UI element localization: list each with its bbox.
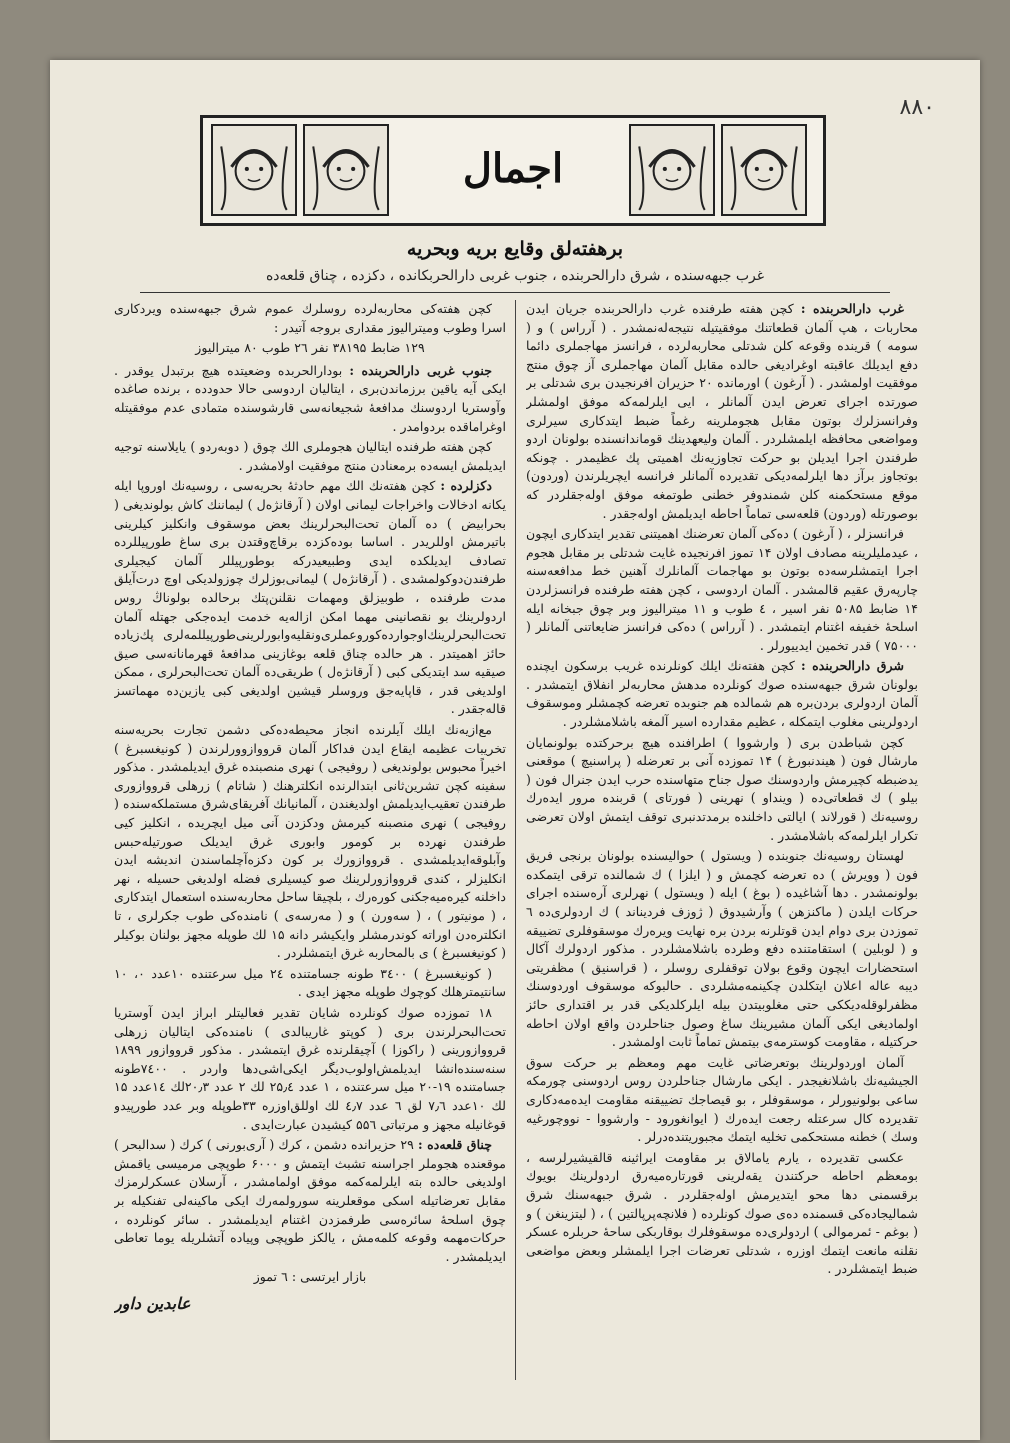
author-signature: عابدین داور bbox=[114, 1293, 191, 1313]
paragraph-text: آلمان اوردولرینك بوتعرضاتی غایت مهم ومعظم بر حرکت سوق الجیشیه‌نك باشلانغیجدر . ایکی مارشال جناحلردن روس اردوسنی چورمکه ساعی بولونیورلر ، موسقوفلر ، بو قیصاجك تضییقنه مقاومت ایده‌مه‌دکاری تقدیرده کال سرعتله رجعت ایده‌رك ( ایوانغورود - وارشووا - نووچورغیه وسك ) خطنه مستحکمی تخلیه ایتمك مجبوریتنده‌درلر . bbox=[526, 1054, 918, 1145]
article-paragraph bbox=[526, 1054, 918, 1147]
paragraph-text: مع‌ازیه‌نك ایلك آیلرنده انجاز محیطه‌ده‌کی دشمن تجارت بحریه‌سنه تخریبات عظیمه ایقاع ایدن فداکار آلمان قرووازوورلرندن ( کونیغسبرغ ) اخیراً محبوس بولوندیغی ( روفیجی ) نهری منصبنده غرق ایدیلمشدر . مذکور سفینه کچن تشرین‌ثانی ابتدالرنده انکلترهنك ( شاتام ) زرهلی قرووازوری طرفندن تعقیب‌ایدیلمش اولدیغندن ، آلمانیانك آفریقای‌شرق مستملکه‌سنده ( روفیجی ) نهری منصبنه کیرمش ودکزدن آنی میل ایچریده ، انکلیز کیی طرفندن نهرده بر کومور وابوری غرق ایدیلک صورتیله‌حبس وآبلوقه‌ایدیلمشدی . قرووازورك بر کون دکزه‌آچلماسندن اندیشه ایدن انکلیزلر ، کندی قرووازورلرینك صو کیسیلری فضله اولدیغی حسیله ، نهر داخلنه کیره‌میه‌جکنی کوره‌رك ، بلچیقا ساحل محاربه‌سنده استعمال ایتدکاری ، ( مونیتور ) ، ( سه‌ورن ) و ( مه‌رسه‌ی ) نامنده‌کی طوب جکرلری ، تا انکلتره‌دن اوراته کوندرمشلر وایکیشر دانه ۱۵ لك طوپله مجهز بولنان بوکیلر ( کونیغسبرغ ) ی بالمحاربه غرق ایتمشلردر . bbox=[114, 722, 506, 961]
right-column bbox=[526, 300, 918, 1410]
section-title: برهفته‌لق وقایع بریه وبحریه bbox=[406, 238, 624, 260]
masthead-title: اجمال bbox=[462, 144, 564, 192]
paragraph-lead: غرب دارالحربنده : bbox=[800, 301, 904, 316]
paragraph-lead: جنوب غربی دارالحربنده : bbox=[349, 362, 492, 378]
article-paragraph bbox=[526, 847, 918, 1052]
paragraph-text: عکسی تقدیرده ، یارم یامالاق بر مقاومت ایراثینه قالقیشیرلرسه ، بومعظم احاطه حرکتندن یقه‌لرینی قورتاره‌میه‌رق اردولرینك بویوك برقسمنی دها محو ایتدیرمش اوله‌جقلردر . شرق جبهه‌سنك شرق شمالیجاده‌کی قسمنده ده‌ی صوك کونلرده ( فلانچه‌پرپالتین ) ، ( لیتزینغن ) و ( بوغم - ئمرموالی ) اردولری‌ده موسقوفلرك بوقاربکی ساحهٔ حربلره عسکر نقلنه مانعت ایتمك اوزره ، شدتلی تعرضات اجرا ایلمشلر وبعض مواضعی ضبط ایتمشلردر . bbox=[526, 1149, 918, 1277]
article-paragraph bbox=[114, 1004, 506, 1134]
article-paragraph bbox=[526, 1149, 918, 1279]
article-paragraph bbox=[114, 438, 506, 475]
article-paragraph bbox=[114, 965, 506, 1002]
paragraph-lead: چناق قلعه‌ده : bbox=[418, 1137, 492, 1153]
paragraph-text: ( کونیغسبرغ ) ۳٤۰۰ طونه جسامتنده ۲٤ میل سرعتنده ۱۰عدد ۰، ۱۰ سانتیمترهلك کوچوك طوپله مجهز ایدی . bbox=[114, 965, 506, 1000]
paragraph-text: بودارالحربده وضعیتده هیچ برتبدل یوقدر . ایکی آیه یاقین برزماندن‌بری ، ایتالیان اردوسی حالا حدودده ، برنده صاغده وآوستریا اردوسنك مدافعهٔ شجیعانه‌سی قارشوسنده متمادی عدم موفقیتله اوغراماقده بردوامدر . bbox=[114, 362, 506, 434]
page-number: ۸۸۰ bbox=[899, 95, 935, 120]
face-ornament-icon bbox=[303, 124, 389, 216]
article-paragraph bbox=[114, 477, 506, 719]
date-line: بازار ایرتسی : ٦ تموز bbox=[253, 1269, 367, 1285]
newspaper-page bbox=[50, 60, 980, 1440]
left-column bbox=[114, 300, 506, 1410]
article-paragraph bbox=[526, 525, 918, 655]
article-paragraph bbox=[114, 362, 506, 436]
paragraph-text: کچن هفته طرفنده ایتالیان هجوملری الك چوق ( دوبه‌ردو ) یایلاسنه توجیه ایدیلمش ایسه‌ده برمعنادن منتج موفقیت اولامشدر . bbox=[114, 439, 506, 473]
column-divider bbox=[515, 300, 516, 1380]
paragraph-text: کچن هفته‌نك ایلك کونلرنده غریب برسکون ایچنده بولونان شرق جبهه‌سنده صوك کونلرده مدهش محاربه‌لر انفلاق ایتمشدر . آلمان اردولری بردن‌بره هم شمالده هم جنوبده تعرضه کچمشلر وموسقوف اردولرینی مغلوب ایتمکله ، عظیم مقدارده اسیر آلمغه باشلامشلردر . bbox=[526, 658, 918, 730]
article-paragraph bbox=[114, 1136, 506, 1266]
header-rule bbox=[140, 292, 890, 293]
article-paragraph bbox=[526, 734, 918, 846]
paragraph-text: ۱۸ تموزده صوك کونلرده شایان تقدیر فعالیتلر ابراز ایدن آوستریا تحت‌البحرلرندن بری ( کوپتو غاریبالدی ) نامنده‌کی ایتالیان زرهلی قرووازورینی ( راکوزا ) آچیقلرنده غرق ایتمشدر . مذکور قرووازور ۱۸۹۹ سنه‌سنده‌انشا ایدیلمش‌اولوب‌دیگر ایکی‌اشی‌دها واردر . ۷٤۰۰طونه جسامتنده ۱۹-۲۰ میل سرعتنده ، ۱ عدد ۲۵٫٤ لك ۲ عدد ۲۰٫۳لك ۱٤عدد ۱۵ لك ۱۰عدد ۷٫٦ لق ٦ عدد ٤٫۷ لك اوللق‌اوزره ۳۳طوپله وبر عدد طورپیدو قوغانیله مجهز و مرتباتی ۵۵٦ کیشیدن عبارت‌ایدی . bbox=[114, 1004, 506, 1132]
paragraph-text: ۲۹ حزیرانده دشمن ، کرك ( آری‌بورنی ) کرك ( سدالبحر ) موقعنده هجوملر اجراسنه تشبث ایتمش و ۶۰۰۰ طوپچی مرمیسی یاقمش اولدیغی حالده بته ایلرلمه‌کمه موفق اولمامشدر ، آرسلان عسکرلرمزك مقابل تعرضاتیله اسکی موقعلرینه سورولمه‌رك ایکی ماکینه‌لی تفنکیله بر چوق اسلحهٔ سائره‌سی طرفمزدن اغتنام ایدیلمشدر . سائر کونلرده ، حرکات‌مهمه وقوعه کلمه‌مش ، یالکز طوپچی وپیاده آتشلریله یوما تعاطی ایدیلمشدر . bbox=[114, 1137, 506, 1264]
face-ornament-icon bbox=[721, 124, 807, 216]
article-paragraph bbox=[526, 300, 918, 523]
paragraph-text: کچن شباطدن بری ( وارشووا ) اطرافنده هیچ برحرکتده بولونمایان مارشال فون ( هیندنبورغ ) ۱۴ تموزده آنی بر تعرضله ( پراسنیچ ) موقعنی یدضبطه کچیرمش واردوسنك صول جناح متهاسنده حرب ایدن جنرال فون ( بیلو ) ك قطعاتی‌ده ( وینداو ) نهرینی ( فورتای ) قربنده مرور ایده‌رك روسیه‌نك ( قورلاند ) ایالتی داخلنده برمدتدنبری توقف ایتمش اولان تعرضی تکرار ایلرلمه‌که باشلامشدر . bbox=[526, 734, 918, 843]
article-paragraph bbox=[114, 721, 506, 963]
face-ornament-icon bbox=[629, 124, 715, 216]
paragraph-text: کچن هفته‌کی محاربه‌لرده روسلرك عموم شرق جبهه‌سنده ویردکاری اسرا وطوب ومیترالیوز مقداری بروجه آتیدر : bbox=[114, 301, 506, 335]
article-paragraph bbox=[526, 657, 918, 731]
section-subheading: غرب جبهه‌سنده ، شرق دارالحربنده ، جنوب غربی دارالحربکانده ، دکزده ، چناق قلعه‌ده bbox=[265, 268, 765, 284]
paragraph-text: لهستان روسیه‌نك جنوبنده ( ویستول ) حوالیسنده بولونان برنجی فریق فون ( وویرش ) ده تعرضه کچمش و ( ایلزا ) ك شمالنده ترقی ایتمکده بولونمشدر . دها آشاغیده ( بوغ ) ایله ( ویستول ) نهرلری آره‌سنده اجرای حرکات ایلدن ( ماکنزهن ) وآرشیدوق ( ژوزف فردیناند ) ك اردولری‌ده ٦ تموزدن بری دوام ایدن قوتلرنه بردن بره نهایت ویره‌رك موسقوفلری تضییقه و ( لوبلین ) استقامتنده دفع وطرده باشلامشلردر . مذکور اردولرك آکال استحضارات ایچون وقوع بولان توقفلری روسلر ، ( قراسنیق ) مظفریتی دیبه عاله اعلان ایتکلدن چکینمه‌مشلردی . حالبوکه موسقوف اوردوسنك مظفرلوقله‌دیكکی حتی مغلوبیتدن بیله ایلرکلدیکی قدر بر اقتداری حائز اولمادیغی ایکی آلمان مشیرینك ساغ وصول جناحلردن واقع اولان احاطه حرکتیله ، مقاومت کوسترمه‌ی بیتمش تماماً ثابت اولمشدر . bbox=[526, 848, 918, 1050]
paragraph-text: فرانسزلر ، ( آرغون ) ده‌کی آلمان تعرضنك اهمیتنی تقدیر ایتدکاری ایچون ، عیدملیلرینه مصادف اولان ۱۴ تموز افرنجیده غایت شدتلی بر مقابل هجوم اجرا ایتمشلرسه‌ده بوتون بو مهاجمات آلمانلرك آهنین خط مدافعه‌سنه چارپه‌رق عقیم قالمشدر . آلمان اردوسی ، کچن هفته طرفنده فرانسزلردن ۱۴ ضابط ۵۰۸۵ نفر اسیر ، ٤ طوب و ۱۱ میترالیوز وبر چوق جبخانه ایله اسلحهٔ خفیفه اغتنام ایتمشدر . ( آرراس ) ده‌کی فرانسز ضایعاتنی آلمانلر ( ۷۵۰۰۰ ) قدر تخمین ایدییورلر . bbox=[526, 526, 918, 653]
paragraph-text: کچن هفته طرفنده غرب دارالحربنده جریان ایدن محاربات ، هپ آلمان قطعاتنك موفقیتیله نتیجه‌له‌نمشدر . ( آرراس ) و ( سومه ) قرینده وقوعه کلن شدتلی محاربه‌لرده ، فرانسز مهاجملری دائما دفع ایدیلك عاقبته اوغرادیغی حالده مقابل آلمان مهاجملری آز چوق منتج موفقیت اولمشدر . ( آرغون ) اورمانده ۲۰ حزیران افرنجیدن بری شدتلی بر صورتده اجرای تعرض ایدن آلمانلر ، ایی ایلرلمه‌که موفق اولمشلر وفرانسزلرك بوتون مقابل هجوملرینه رغماً ضبط ایتدکاری سیرلری ومواضعی محافظه ایلمشلردر . آلمان ولیعهدینك قوماندانسنده بولونان اردو طرفندن اجرا ایدیلن بو حرکت تجاوزیه‌نك اهمیتی پك عظیمدر . چونکه بوتجاوز برآز دها ایلرلمه‌دیکی تقدیرده آلمانلر فرانسه ایچریلرندن (وردون) موقع مستحکمنه کلن شمندوفر خطنی طوتمغه موفق اوله‌جقلردر که بوصورتله (وردون) قلعه‌سی تماماً احاطه ایدیلمش اوله‌جقدر . bbox=[526, 301, 918, 521]
prisoner-tally: ۱۲۹ ضابط ۳۸۱۹۵ نفر ۲٦ طوب ۸۰ میترالیوز bbox=[195, 340, 425, 356]
masthead-band bbox=[200, 115, 826, 226]
article-paragraph bbox=[114, 300, 506, 337]
face-ornament-icon bbox=[211, 124, 297, 216]
paragraph-text: کچن هفته‌نك الك مهم حادثهٔ بحریه‌سی ، روسیه‌نك اوروپا ایله یکانه ادخالات واخراجات لیمانی اولان ( آرقانژه‌ل ) لیماننك کاش بولوندیغی ( بحرابیض ) ده آلمان تحت‌البحرلرینك بعض موسقوف وانکلیز کیلرینی باتیرمش اوللریدر . اساسا بوده‌کزده برقاچ‌وقتدن بری ساغ طورپیللرده تصادف ایدیلکده ایدی وطبیعیدرکه بوطورپیللر آلمان کیجیلری طرفندن‌دوکولمشدی . ( آرقانژه‌ل ) لیمانی‌بوزلرك چوزولدیکی اوچ درت‌آیلق مدت طرفنده ، طوبیزلق ومهمات نقلنن‌پتك برحالده بولوناڭ روس اردولرینك بو نقصانینی مهما امکن ازاله‌یه خدمت ایده‌جکی جهتله آلمان تحت‌البحرلرینك‌اوجوارده‌کوروعملری‌ونقلیه‌وابورلرینی‌طورپیللمه‌لری پك‌زیاده حائز اهمیتدر . هر حالده چناق قلعه بوغازینی مدافعهٔ قهرمانانه‌سی صیق صیقیه سد ایتدیکی کبی ( آرقانژه‌ل ) طریقی‌ده آلمان تحت‌البحرلری ، ممکن اولدیغی قدر ، قاپایه‌جق وروسلر قیشین اولدیغی کبی یازین‌ده مهماتسز قاله‌جقدر . bbox=[114, 478, 506, 717]
paragraph-lead: شرق دارالحربنده : bbox=[801, 658, 904, 674]
paragraph-lead: دکزلرده : bbox=[440, 478, 492, 494]
